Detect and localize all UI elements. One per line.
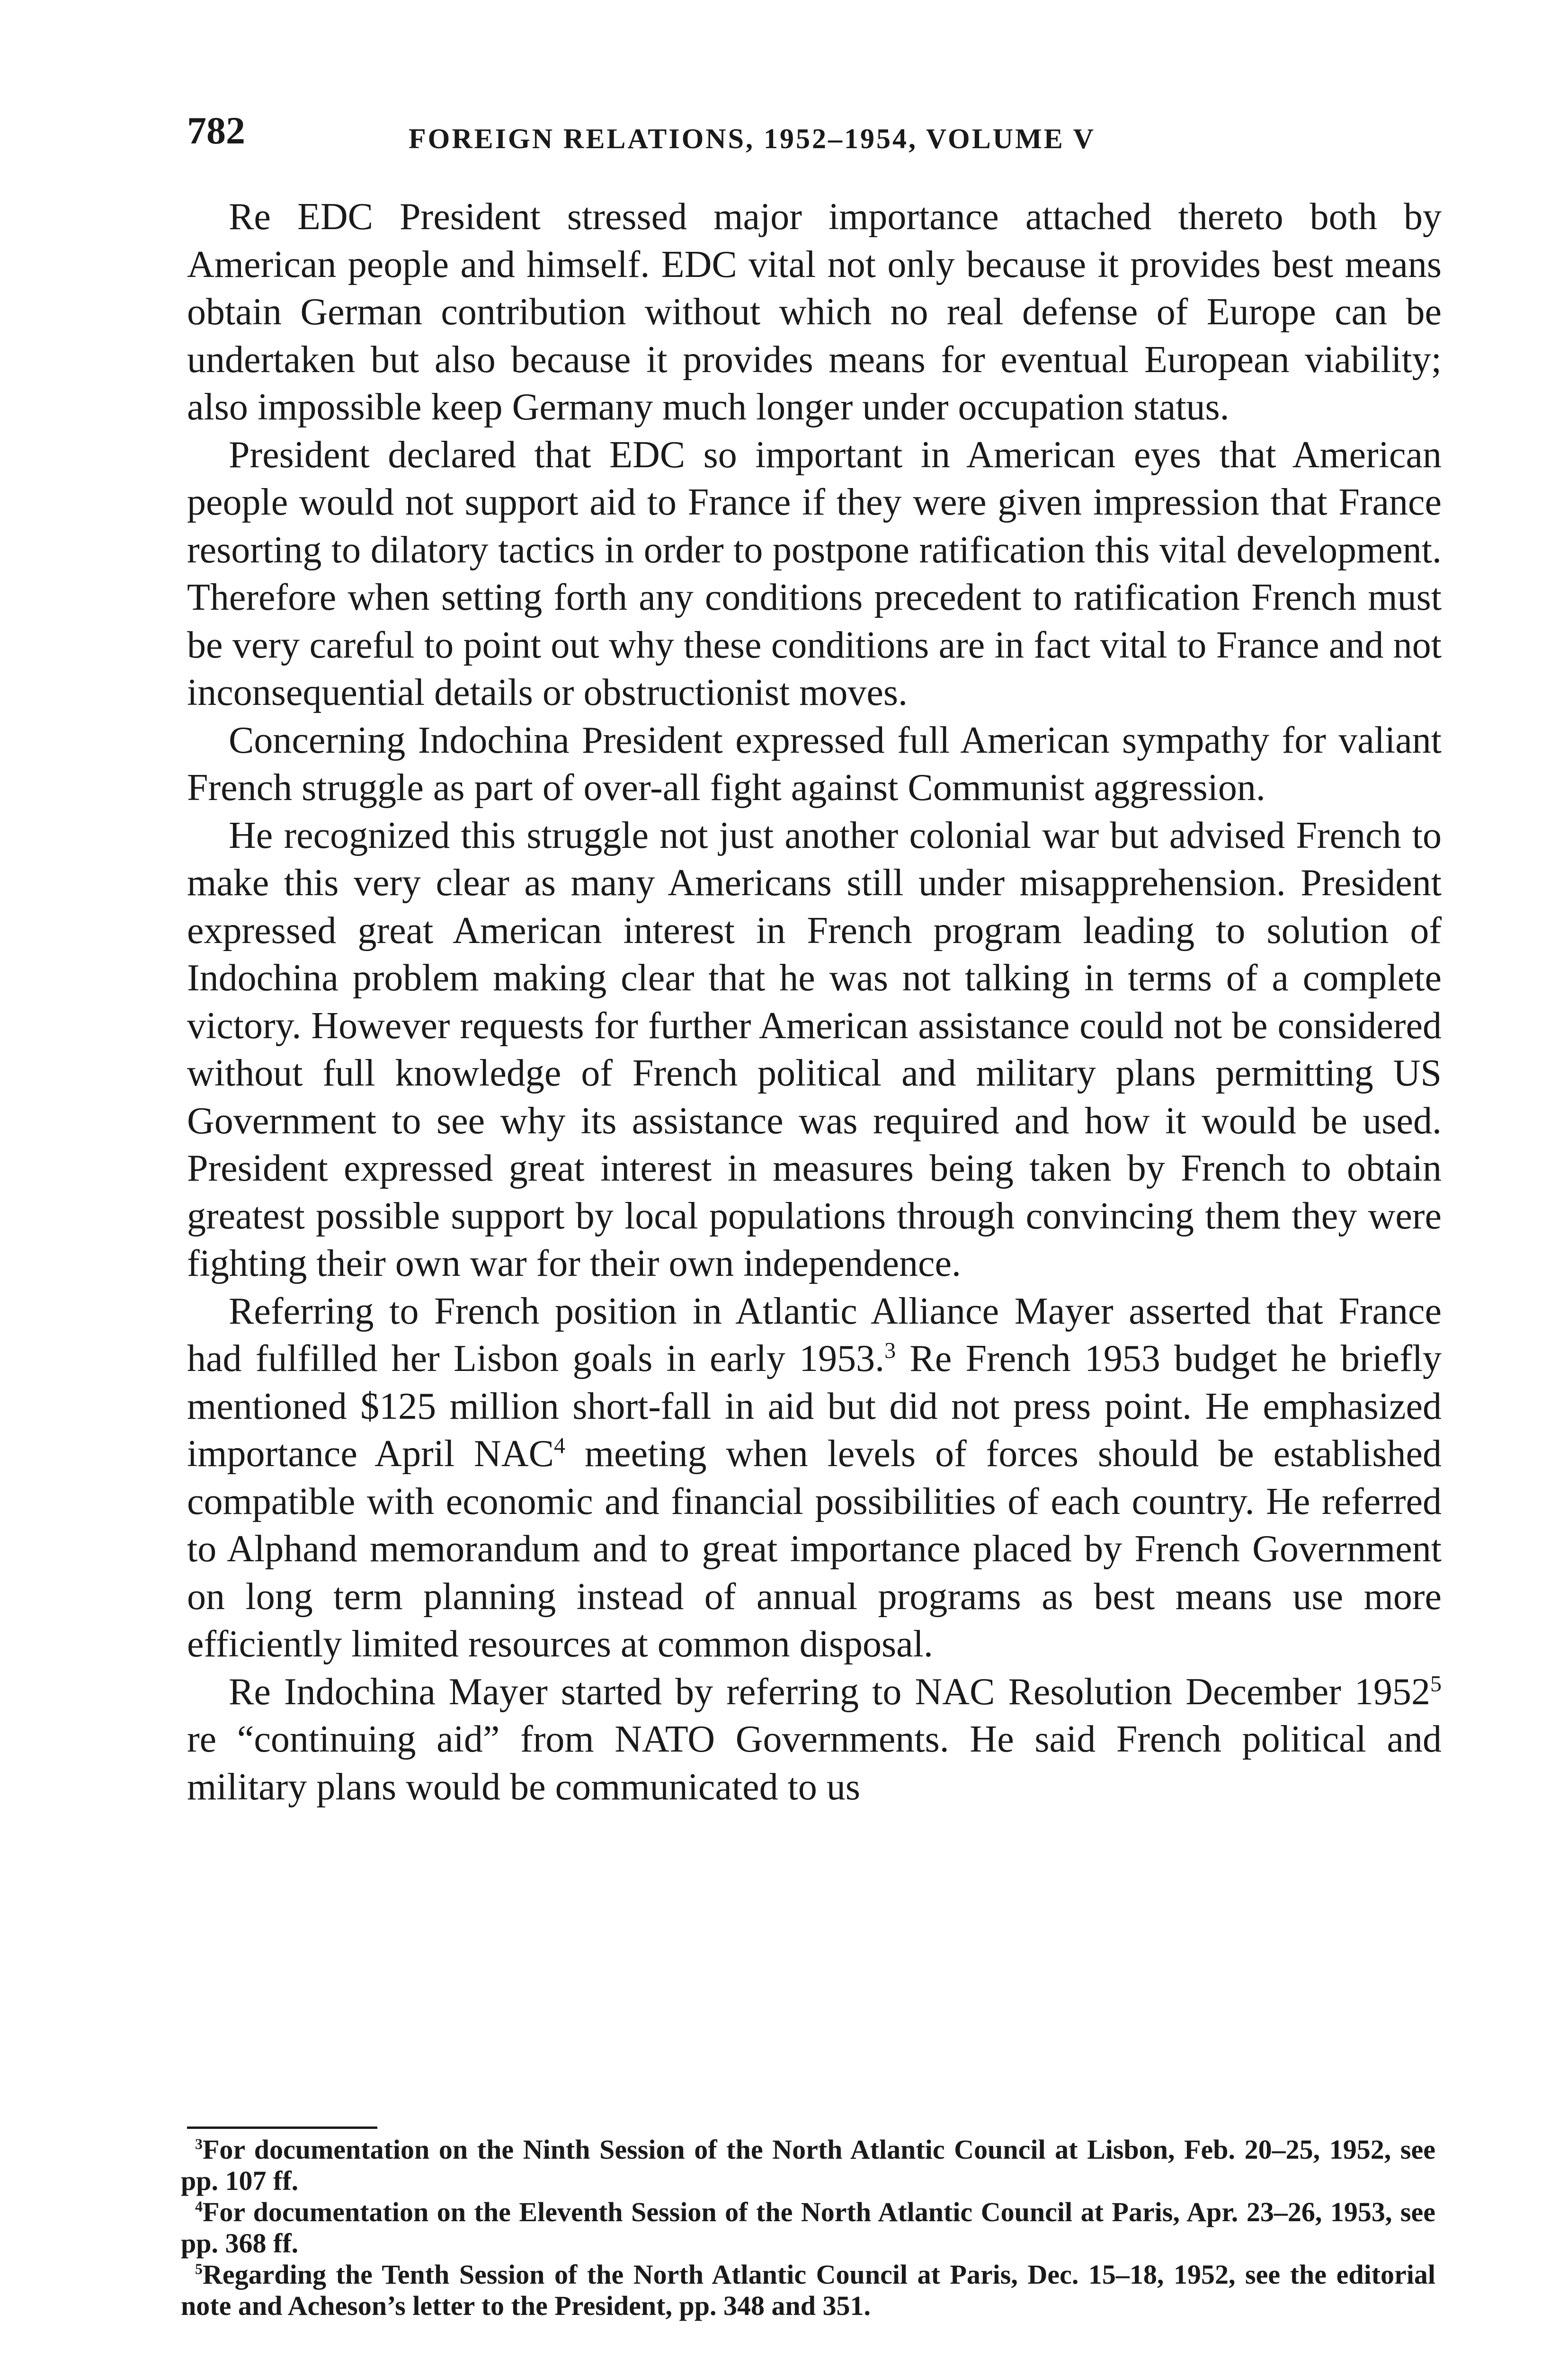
- paragraph-text: Referring to French position in Atlantic Alliance Mayer asserted that France had fulfilled her Lisbon goals in early 1953.: [187, 1290, 1442, 1379]
- paragraph-text: Re Indochina Mayer started by referring to NAC Resolution December 1952: [229, 1671, 1430, 1713]
- footnote-marker: 5: [195, 2260, 203, 2278]
- paragraph-text: meeting when levels of forces should be established compatible with economic and financial possibilities of each country. He referred to Alphand memorandum and to great importance placed by French Government on long term planning instead of annual programs as best means use more efficiently limited resources at common disposal.: [187, 1433, 1442, 1665]
- paragraph: [187, 1288, 1442, 1668]
- footnote-marker: 3: [195, 2136, 203, 2153]
- footnote: [181, 2197, 1435, 2259]
- footnote-text: For documentation on the Eleventh Session of the North Atlantic Council at Paris, Apr. 23–26, 1953, see pp. 368 ff.: [181, 2197, 1435, 2259]
- paragraph: He recognized this struggle not just another colonial war but advised French to make this very clear as many Americans still under misapprehension. President expressed great American interest in French program leading to solution of Indochina problem making clear that he was not talking in terms of a complete victory. However requests for further American assistance could not be considered without full knowledge of French political and military plans permitting US Government to see why its assistance was required and how it would be used. President expressed great interest in measures being taken by French to obtain greatest possible support by local populations through convincing them they were fighting their own war for their own independence.: [187, 814, 1442, 1284]
- page-number: 782: [187, 109, 245, 152]
- paragraph: Concerning Indochina President expressed full American sympathy for valiant French struggle as part of over-all fight against Communist aggression.: [187, 719, 1442, 809]
- footnote-divider: [187, 2127, 377, 2129]
- footnote-marker: 4: [195, 2198, 203, 2215]
- paragraph: Re EDC President stressed major importance attached thereto both by American people and himself. EDC vital not only because it provides best means obtain German contribution without which no real defense of Europe can be undertaken but also because it provides means for eventual European viability; also impossible keep Germany much longer under occupation status.: [187, 196, 1442, 428]
- footnote: [181, 2259, 1435, 2322]
- footnote-reference[interactable]: 3: [884, 1338, 896, 1363]
- page-header: [187, 107, 1442, 163]
- paragraph: President declared that EDC so important in American eyes that American people would not support aid to France if they were given impression that France resorting to dilatory tactics in order to postpone ratification this vital development. Therefore when setting forth any conditions precedent to ratification French must be very careful to point out why these conditions are in fact vital to France and not inconsequential details or obstructionist moves.: [187, 434, 1442, 713]
- footnote-reference[interactable]: 4: [553, 1433, 565, 1459]
- footnote-text: Regarding the Tenth Session of the North Atlantic Council at Paris, Dec. 15–18, 1952, see the editorial note and Acheson’s letter to the President, pp. 348 and 351.: [181, 2259, 1435, 2321]
- paragraph: [187, 1668, 1442, 1811]
- footnotes: [181, 2134, 1435, 2322]
- paragraph-text: re “continuing aid” from NATO Governments. He said French political and military plans would be communicated to us: [187, 1718, 1442, 1808]
- paragraph-text: Re French 1953 budget he briefly mentioned $125 million short-fall in aid but did not press point. He emphasized importance April NAC: [187, 1338, 1442, 1475]
- footnote: [181, 2134, 1435, 2197]
- footnote-reference[interactable]: 5: [1430, 1671, 1442, 1696]
- body-text: [187, 193, 1442, 1811]
- footnote-text: For documentation on the Ninth Session of the North Atlantic Council at Lisbon, Feb. 20–25, 1952, see pp. 107 ff.: [181, 2134, 1435, 2196]
- running-head: FOREIGN RELATIONS, 1952–1954, VOLUME V: [409, 123, 1096, 154]
